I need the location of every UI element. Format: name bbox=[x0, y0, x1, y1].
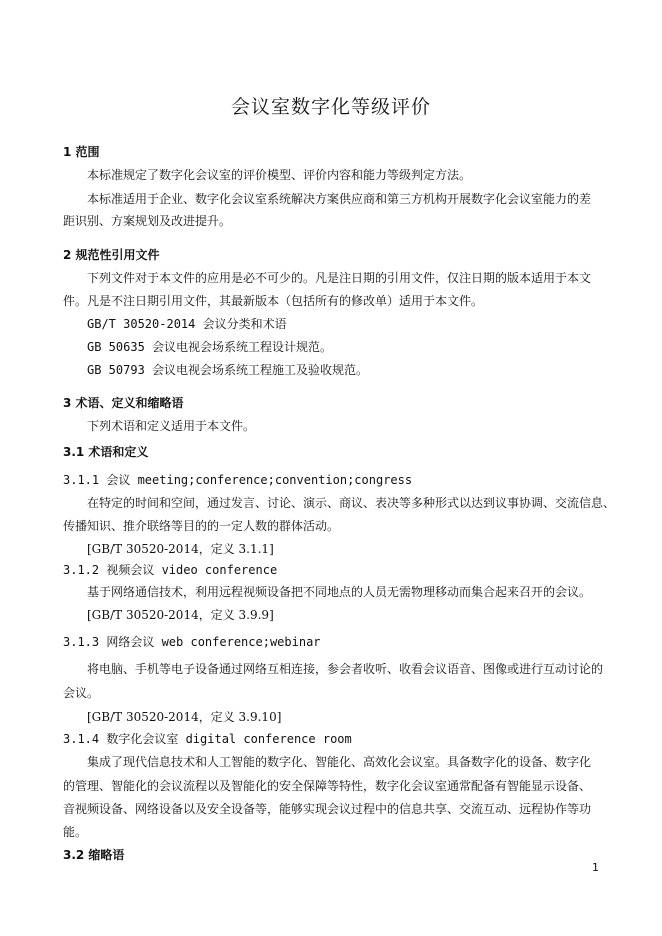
term-3-1-2-definition: 基于网络通信技术，利用远程视频设备把不同地点的人员无需物理移动而集合起来召开的会议。 bbox=[87, 585, 592, 599]
reference-item: GB/T 30520-2014 会议分类和术语 bbox=[87, 317, 287, 331]
term-3-1-1-heading: 3.1.1 会议 meeting;conference;convention;congress bbox=[63, 473, 413, 487]
section-3-intro: 下列术语和定义适用于本文件。 bbox=[87, 419, 256, 433]
section-1-paragraph-2-line-2: 距识别、方案规划及改进提升。 bbox=[63, 214, 232, 228]
reference-item: GB 50793 会议电视会场系统工程施工及验收规范。 bbox=[87, 363, 369, 377]
page-number: 1 bbox=[592, 861, 599, 874]
section-1-paragraph-2-line-1: 本标准适用于企业、数字化会议室系统解决方案供应商和第三方机构开展数字化会议室能力的差 bbox=[87, 192, 592, 206]
term-3-1-3-definition-line-2: 会议。 bbox=[63, 686, 100, 700]
subsection-3-1-heading: 3.1 术语和定义 bbox=[63, 445, 149, 459]
term-3-1-1-definition-line-1: 在特定的时间和空间，通过发言、讨论、演示、商议、表决等多种形式以达到议事协调、交流信息、 bbox=[87, 496, 616, 510]
term-3-1-4-definition-line-4: 能。 bbox=[63, 825, 88, 839]
term-3-1-3-definition-line-1: 将电脑、手机等电子设备通过网络互相连接，参会者收听、收看会议语音、图像或进行互动讨论的 bbox=[87, 662, 604, 676]
document-title: 会议室数字化等级评价 bbox=[230, 96, 431, 118]
term-3-1-4-definition-line-2: 的管理、智能化的会议流程以及智能化的安全保障等特性，数字化会议室通常配备有智能显示设备、 bbox=[63, 779, 592, 793]
term-3-1-2-heading: 3.1.2 视频会议 video conference bbox=[63, 563, 278, 577]
section-2-heading: 2 规范性引用文件 bbox=[63, 248, 160, 262]
term-3-1-4-heading: 3.1.4 数字化会议室 digital conference room bbox=[63, 732, 352, 746]
term-3-1-3-heading: 3.1.3 网络会议 web conference;webinar bbox=[63, 635, 321, 649]
subsection-3-2-heading: 3.2 缩略语 bbox=[63, 848, 125, 862]
section-1-paragraph-1: 本标准规定了数字化会议室的评价模型、评价内容和能力等级判定方法。 bbox=[87, 168, 472, 182]
term-3-1-1-source: [GB/T 30520-2014，定义 3.1.1] bbox=[87, 542, 274, 556]
term-3-1-1-definition-line-2: 传播知识、推介联络等目的的一定人数的群体活动。 bbox=[63, 519, 340, 533]
term-3-1-2-source: [GB/T 30520-2014，定义 3.9.9] bbox=[87, 608, 274, 622]
section-2-paragraph-line-2: 件。凡是不注日期引用文件，其最新版本（包括所有的修改单）适用于本文件。 bbox=[63, 294, 484, 308]
section-2-paragraph-line-1: 下列文件对于本文件的应用是必不可少的。凡是注日期的引用文件，仅注日期的版本适用于本文 bbox=[87, 271, 592, 285]
section-1-heading: 1 范围 bbox=[63, 145, 100, 159]
reference-item: GB 50635 会议电视会场系统工程设计规范。 bbox=[87, 340, 333, 354]
section-3-heading: 3 术语、定义和缩略语 bbox=[63, 396, 184, 410]
term-3-1-3-source: [GB/T 30520-2014，定义 3.9.10] bbox=[87, 710, 282, 724]
term-3-1-4-definition-line-3: 音视频设备、网络设备以及安全设备等，能够实现会议过程中的信息共享、交流互动、远程协作等功 bbox=[63, 802, 592, 816]
term-3-1-4-definition-line-1: 集成了现代信息技术和人工智能的数字化、智能化、高效化会议室。具备数字化的设备、数字化 bbox=[87, 755, 592, 769]
